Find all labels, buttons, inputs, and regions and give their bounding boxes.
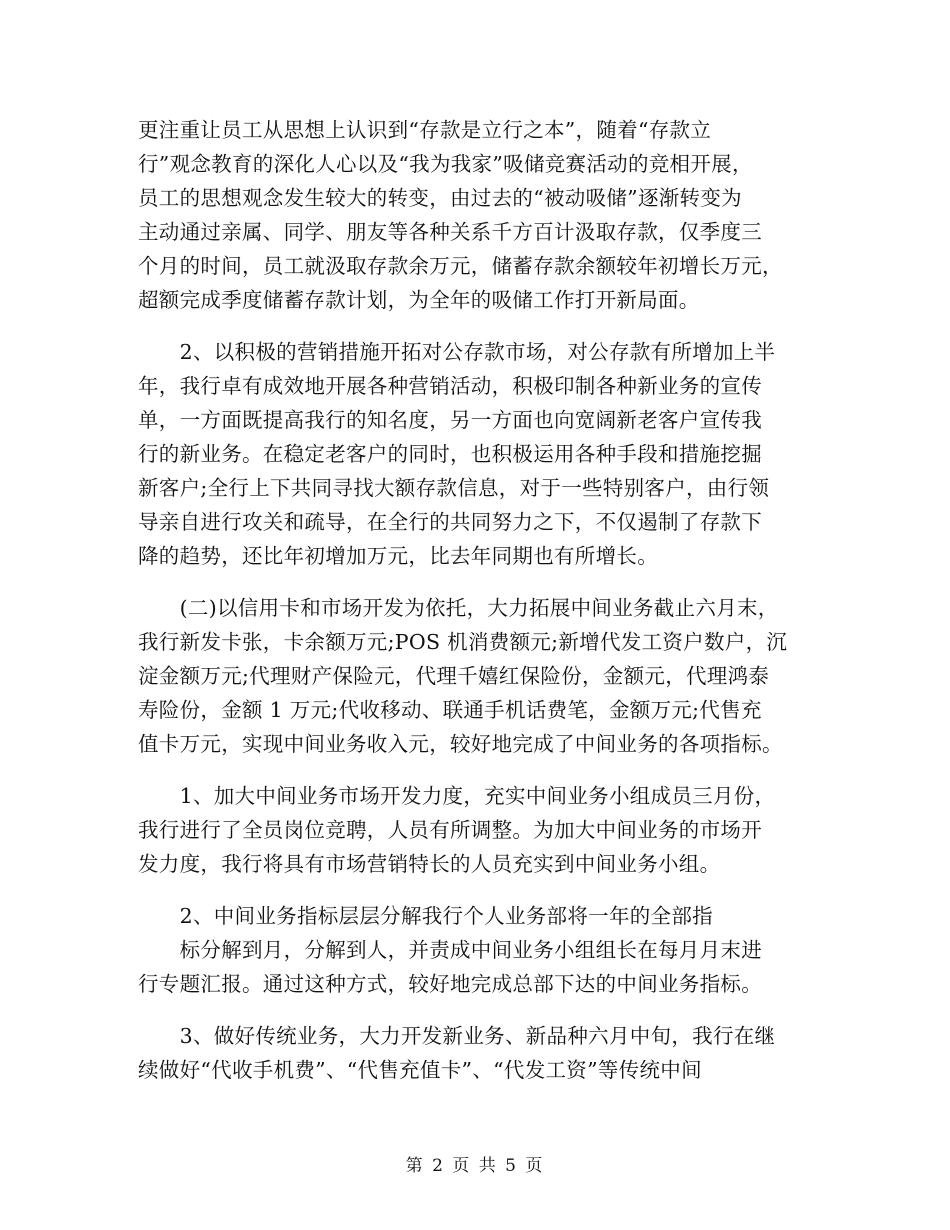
text-line: 行的新业务。在稳定老客户的同时，也积极运用各种手段和措施挖掘 xyxy=(138,442,762,466)
text-line: 单，一方面既提高我行的知名度，另一方面也向宽阔新老客户宣传我 xyxy=(138,408,762,432)
text-line: 行”观念教育的深化人心以及“我为我家”吸储竞赛活动的竞相开展， xyxy=(138,152,753,176)
text-line: 1、加大中间业务市场开发力度，充实中间业务小组成员三月份， xyxy=(138,784,776,808)
text-line: 行专题汇报。通过这种方式，较好地完成总部下达的中间业务指标。 xyxy=(138,972,762,996)
text-line: 员工的思想观念发生较大的转变，由过去的“被动吸储”逐渐转变为 xyxy=(138,186,742,210)
text-line: 个月的时间，员工就汲取存款余万元，储蓄存款余额较年初增长万元， xyxy=(138,254,783,278)
text-line: (二)以信用卡和市场开发为依托，大力拓展中间业务截止六月末， xyxy=(138,596,779,620)
page-number-footer: 第 2 页 共 5 页 xyxy=(405,1156,545,1176)
text-line: 主动通过亲属、同学、朋友等各种关系千方百计汲取存款，仅季度三 xyxy=(138,220,762,244)
text-line: 我行进行了全员岗位竞聘，人员有所调整。为加大中间业务的市场开 xyxy=(138,818,762,842)
text-line: 年，我行卓有成效地开展各种营销活动，积极印制各种新业务的宣传 xyxy=(138,374,762,398)
text-line: 淀金额万元;代理财产保险元，代理千嬉红保险份，金额元，代理鸿泰 xyxy=(138,664,770,688)
text-line: 2、中间业务指标层层分解我行个人业务部将一年的全部指 xyxy=(138,904,713,928)
text-line: 更注重让员工从思想上认识到“存款是立行之本”，随着“存款立 xyxy=(138,118,712,142)
text-line: 新客户;全行上下共同寻找大额存款信息，对于一些特别客户，由行领 xyxy=(138,476,770,500)
text-line: 续做好“代收手机费”、“代售充值卡”、“代发工资”等传统中间 xyxy=(138,1058,702,1082)
text-line: 值卡万元，实现中间业务收入元，较好地完成了中间业务的各项指标。 xyxy=(138,732,783,756)
text-line: 我行新发卡张，卡余额万元;POS 机消费额元;新增代发工资户数户，沉 xyxy=(138,630,788,654)
text-line: 降的趋势，还比年初增加万元，比去年同期也有所增长。 xyxy=(138,544,658,568)
text-line: 标分解到月，分解到人，并责成中间业务小组组长在每月月末进 xyxy=(138,938,762,962)
text-line: 导亲自进行攻关和疏导，在全行的共同努力之下，不仅遏制了存款下 xyxy=(138,510,762,534)
text-line: 2、以积极的营销措施开拓对公存款市场，对公存款有所增加上半 xyxy=(138,340,776,364)
text-line: 寿险份，金额 1 万元;代收移动、联通手机话费笔，金额万元;代售充 xyxy=(138,698,762,722)
text-line: 发力度，我行将具有市场营销特长的人员充实到中间业务小组。 xyxy=(138,852,721,876)
text-line: 3、做好传统业务，大力开发新业务、新品种六月中旬，我行在继 xyxy=(138,1024,776,1048)
text-line: 超额完成季度储蓄存款计划，为全年的吸储工作打开新局面。 xyxy=(138,288,700,312)
